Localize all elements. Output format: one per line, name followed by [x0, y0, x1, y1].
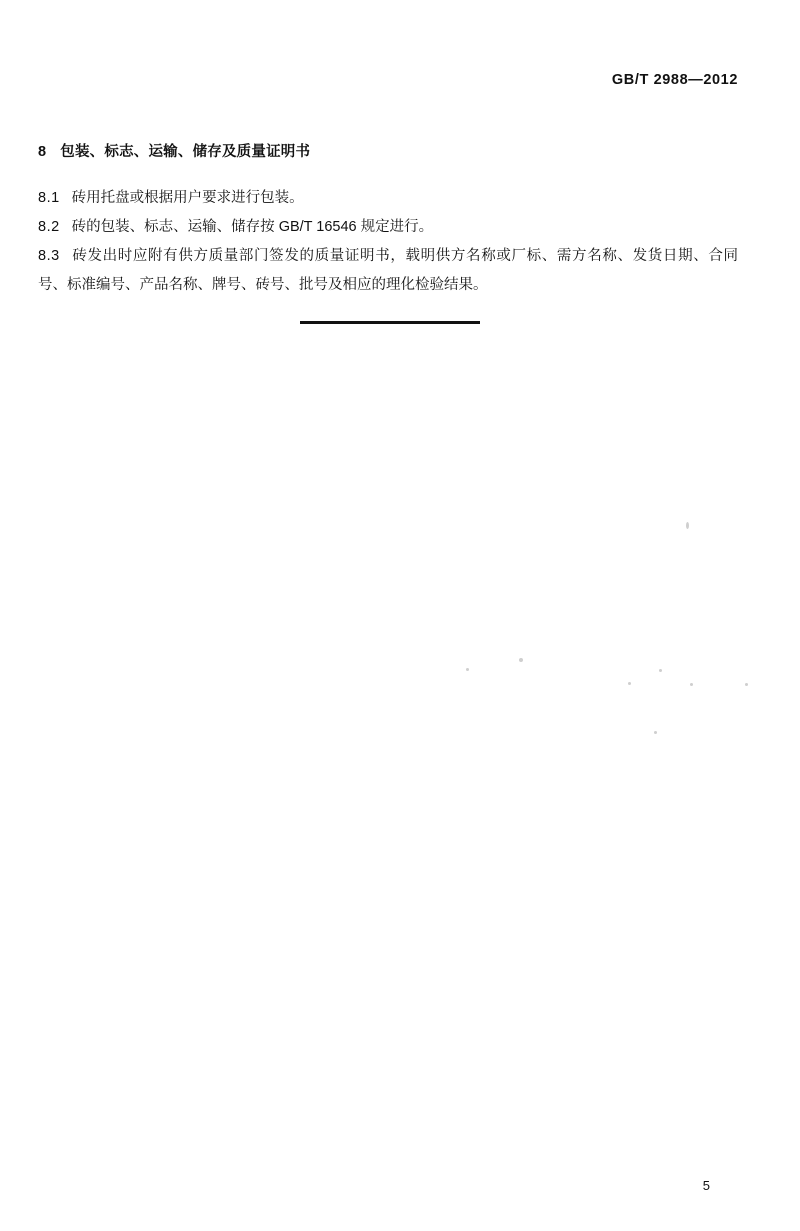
paragraph-number: 8.2	[38, 219, 60, 235]
paragraph-number: 8.3	[38, 248, 60, 264]
paragraph-8-2	[38, 213, 738, 242]
clause-body	[38, 184, 738, 300]
paragraph-text: 砖的包装、标志、运输、储存按 GB/T 16546 规定进行。	[71, 219, 434, 235]
scan-speckle	[690, 683, 693, 686]
scan-speckle	[659, 669, 662, 672]
paragraph-8-1	[38, 184, 738, 213]
paragraph-number: 8.1	[38, 190, 60, 206]
clause-number: 8	[38, 144, 47, 160]
scan-speckle	[519, 658, 523, 662]
paragraph-text: 砖发出时应附有供方质量部门签发的质量证明书，载明供方名称或厂标、需方名称、发货日期、合同号、标准编号、产品名称、牌号、砖号、批号及相应的理化检验结果。	[38, 248, 738, 293]
clause-heading	[38, 140, 310, 161]
section-end-rule	[300, 321, 480, 324]
scan-speckle	[466, 668, 469, 671]
clause-title-text: 包装、标志、运输、储存及质量证明书	[60, 144, 311, 160]
scan-speckle	[628, 682, 631, 685]
paragraph-text: 砖用托盘或根据用户要求进行包装。	[71, 190, 304, 206]
page-number: 5	[702, 1178, 710, 1193]
page-header-standard-code: GB/T 2988—2012	[611, 72, 738, 88]
scan-speckle	[745, 683, 748, 686]
paragraph-8-3	[38, 242, 738, 300]
scan-speckle	[654, 731, 657, 734]
scan-speckle	[686, 522, 689, 529]
